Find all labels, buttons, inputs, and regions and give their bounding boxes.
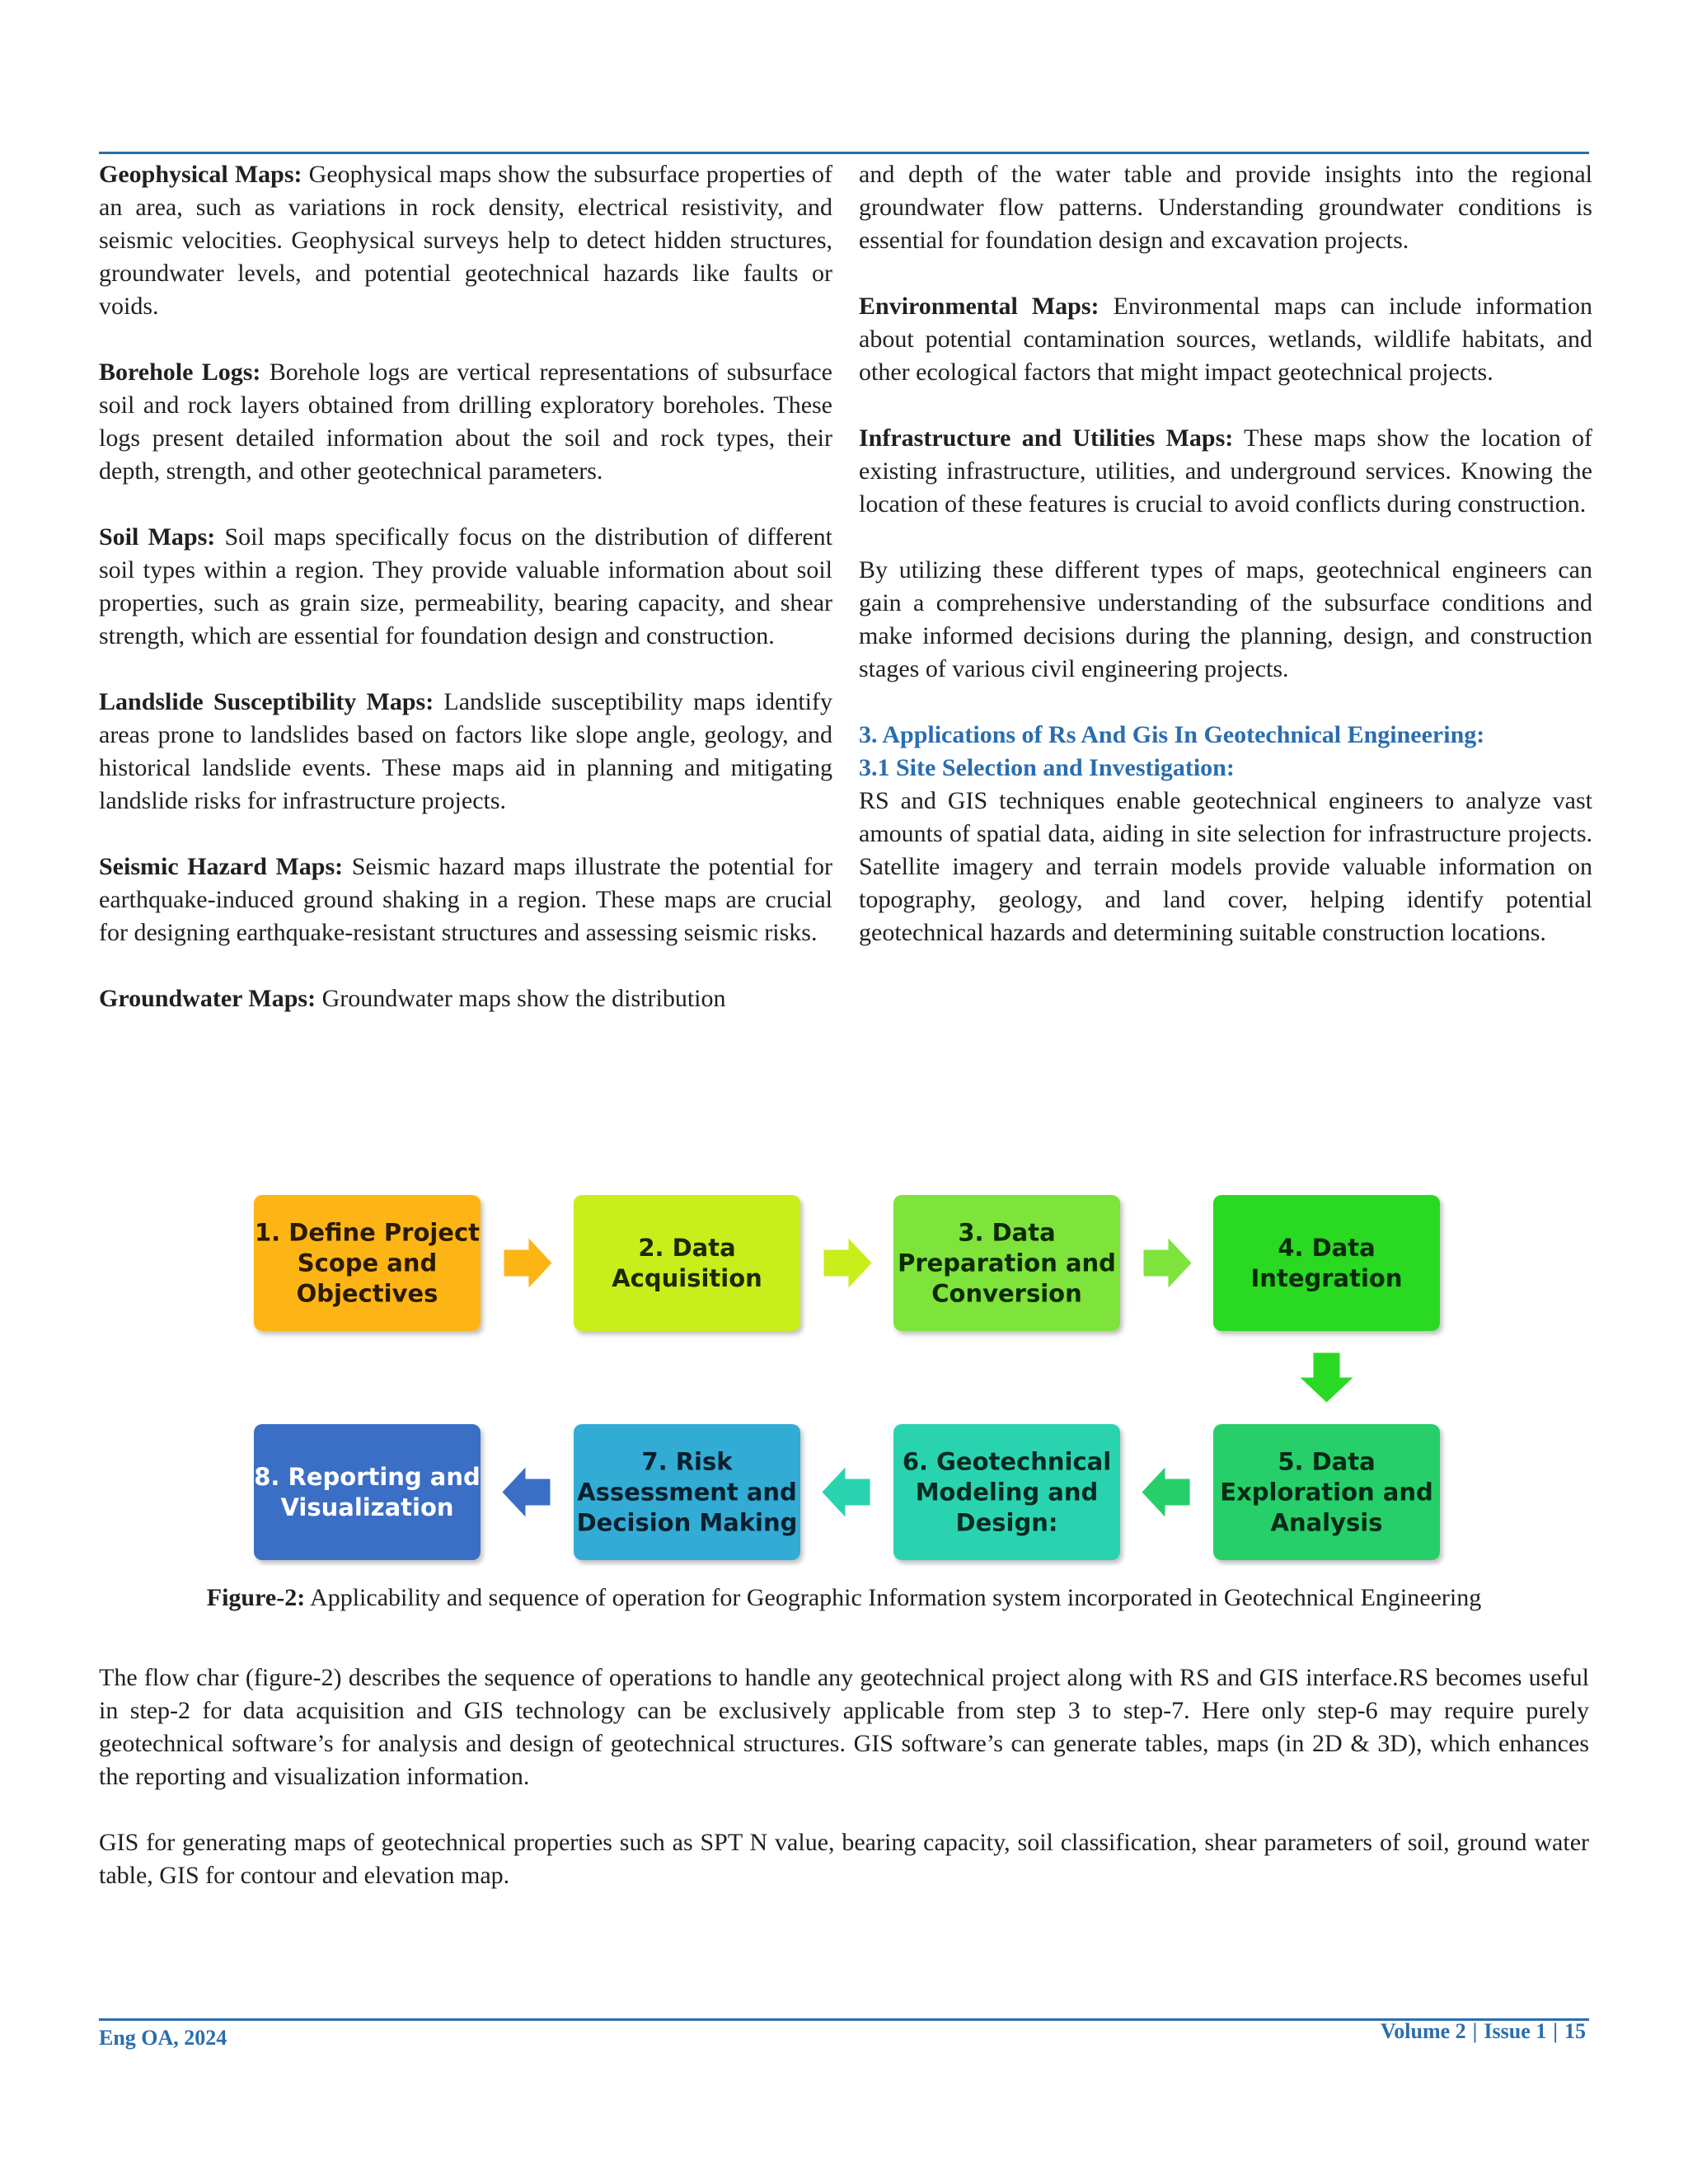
flow-step-label: 8. Reporting and xyxy=(254,1463,481,1491)
footer-separator-1: | xyxy=(1472,2019,1478,2043)
flow-step-box xyxy=(1213,1195,1440,1331)
flow-step-label: Conversion xyxy=(931,1279,1082,1308)
left-arrow-icon xyxy=(1142,1468,1190,1517)
figure-label: Figure-2: xyxy=(206,1584,306,1611)
flow-step-box xyxy=(254,1424,481,1560)
down-arrow-icon xyxy=(1301,1353,1353,1403)
footer-journal: Eng OA, 2024 xyxy=(99,2026,227,2050)
right-arrow-icon xyxy=(824,1239,872,1288)
flow-step-label: 7. Risk xyxy=(641,1447,733,1476)
footer-page-number: 15 xyxy=(1564,2019,1586,2043)
figure-caption-text: Applicability and sequence of operation for Geographic Information system incorporated in Geotechnical Engineering xyxy=(310,1584,1482,1611)
flow-step-label: Decision Making xyxy=(576,1508,798,1537)
flow-step-label: Assessment and xyxy=(577,1478,797,1507)
flow-step-label: Analysis xyxy=(1270,1508,1383,1537)
flowchart-figure xyxy=(0,1170,1688,1566)
groundwater-continuation: and depth of the water table and provide insights into the regional groundwater flow patterns. Understanding groundwater conditions is essential for foundation design and excavation projects. xyxy=(859,161,1592,254)
gis-maps-paragraph: GIS for generating maps of geotechnical properties such as SPT N value, bearing capacity, soil classification, shear parameters of soil, ground water table, GIS for contour and elevation map. xyxy=(99,1829,1589,1889)
seismic-hazard-maps-paragraph: Seismic Hazard Maps: Seismic hazard maps illustrate the potential for earthquake-induced ground shaking in a region. These maps are crucial for designing earthquake-resistant structures and assessing seismic risks. xyxy=(99,853,832,946)
flow-step-label: Design: xyxy=(955,1508,1058,1537)
borehole-logs-paragraph: Borehole Logs: Borehole logs are vertical representations of subsurface soil and rock layers obtained from drilling exploratory boreholes. These logs present detailed information about the soil and rock types, their depth, strength, and other geotechnical parameters. xyxy=(99,359,832,485)
flow-step-3 xyxy=(893,1195,1120,1331)
flow-step-label: Modeling and xyxy=(915,1478,1099,1507)
geophysical-maps-paragraph: Geophysical Maps: Geophysical maps show the subsurface properties of an area, such as variations in rock density, electrical resistivity, and seismic velocities. Geophysical surveys help to detect hidden structures, groundwater levels, and potential geotechnical hazards like faults or voids. xyxy=(99,161,833,320)
flow-step-box xyxy=(574,1195,800,1331)
header-rule xyxy=(99,152,1589,154)
flow-step-label: 4. Data xyxy=(1278,1234,1376,1262)
flow-step-label: Scope and xyxy=(297,1249,438,1277)
site-selection-paragraph: RS and GIS techniques enable geotechnical engineers to analyze vast amounts of spatial data, aiding in site selection for infrastructure projects. Satellite imagery and terrain models provide valuable information on topography, geology, and land cover, helping identify potential geotechnical hazards and determining suitable construction locations. xyxy=(859,787,1592,946)
flowchart xyxy=(0,1170,1688,1566)
left-arrow-icon xyxy=(823,1468,870,1517)
flow-step-label: Integration xyxy=(1250,1264,1403,1292)
footer-rule xyxy=(99,2018,1589,2021)
left-column xyxy=(99,158,832,1015)
flow-step-label: Objectives xyxy=(296,1279,438,1308)
footer-issue-info xyxy=(1377,2019,1589,2044)
flow-step-label: Acquisition xyxy=(612,1264,762,1292)
landslide-maps-paragraph: Landslide Susceptibility Maps: Landslide susceptibility maps identify areas prone to landslides based on factors like slope angle, geology, and historical landslide events. These maps aid in planning and mitigating landslide risks for infrastructure projects. xyxy=(99,688,832,814)
flow-step-label: 2. Data xyxy=(638,1234,736,1262)
summary-paragraph: By utilizing these different types of maps, geotechnical engineers can gain a comprehensive understanding of the subsurface conditions and make informed decisions during the planning, design, and construction stages of various civil engineering projects. xyxy=(859,556,1592,682)
groundwater-maps-paragraph: Groundwater Maps: Groundwater maps show the distribution xyxy=(99,985,726,1012)
flowchart-description-paragraph: The flow char (figure-2) describes the sequence of operations to handle any geotechnical project along with RS and GIS interface.RS becomes useful in step-2 for data acquisition and GIS technology can be exclusively applicable from step 3 to step-7. Here only step-6 may require purely geotechnical software’s for analysis and design of geotechnical structures. GIS software’s can generate tables, maps (in 2D & 3D), which enhances the reporting and visualization information. xyxy=(99,1664,1589,1790)
environmental-maps-paragraph: Environmental Maps: Environmental maps can include information about potential contamination sources, wetlands, wildlife habitats, and other ecological factors that might impact geotechnical projects. xyxy=(859,293,1593,386)
flow-step-label: 3. Data xyxy=(958,1218,1056,1247)
footer-volume: Volume 2 xyxy=(1380,2019,1466,2043)
right-arrow-icon xyxy=(504,1239,552,1288)
left-arrow-icon xyxy=(503,1468,551,1517)
footer-separator-2: | xyxy=(1553,2019,1558,2043)
footer-issue: Issue 1 xyxy=(1484,2019,1547,2043)
right-arrow-icon xyxy=(1144,1239,1192,1288)
flow-step-8 xyxy=(254,1424,481,1560)
soil-maps-paragraph: Soil Maps: Soil maps specifically focus on the distribution of different soil types within a region. They provide valuable information about soil properties, such as grain size, permeability, bearing capacity, and shear strength, which are essential for foundation design and construction. xyxy=(99,523,832,649)
section-heading: 3. Applications of Rs And Gis In Geotechnical Engineering: xyxy=(859,721,1485,748)
flow-step-1 xyxy=(254,1195,481,1331)
flow-step-7 xyxy=(574,1424,800,1560)
infrastructure-maps-paragraph: Infrastructure and Utilities Maps: These maps show the location of existing infrastructure, utilities, and underground services. Knowing the location of these features is crucial to avoid conflicts during construction. xyxy=(859,424,1592,518)
flow-step-4 xyxy=(1213,1195,1440,1331)
flow-step-label: 6. Geotechnical xyxy=(902,1447,1112,1476)
flow-step-label: Exploration and xyxy=(1220,1478,1433,1507)
flow-step-label: 5. Data xyxy=(1278,1447,1376,1476)
flow-step-label: Preparation and xyxy=(898,1249,1116,1277)
subsection-heading: 3.1 Site Selection and Investigation: xyxy=(859,754,1235,781)
flow-step-2 xyxy=(574,1195,800,1331)
flow-step-5 xyxy=(1213,1424,1440,1560)
right-column xyxy=(859,158,1592,949)
figure-caption xyxy=(99,1582,1589,1615)
flow-step-label: 1. Define Project xyxy=(254,1218,481,1247)
flow-step-label: Visualization xyxy=(280,1493,454,1521)
flow-step-6 xyxy=(893,1424,1120,1560)
